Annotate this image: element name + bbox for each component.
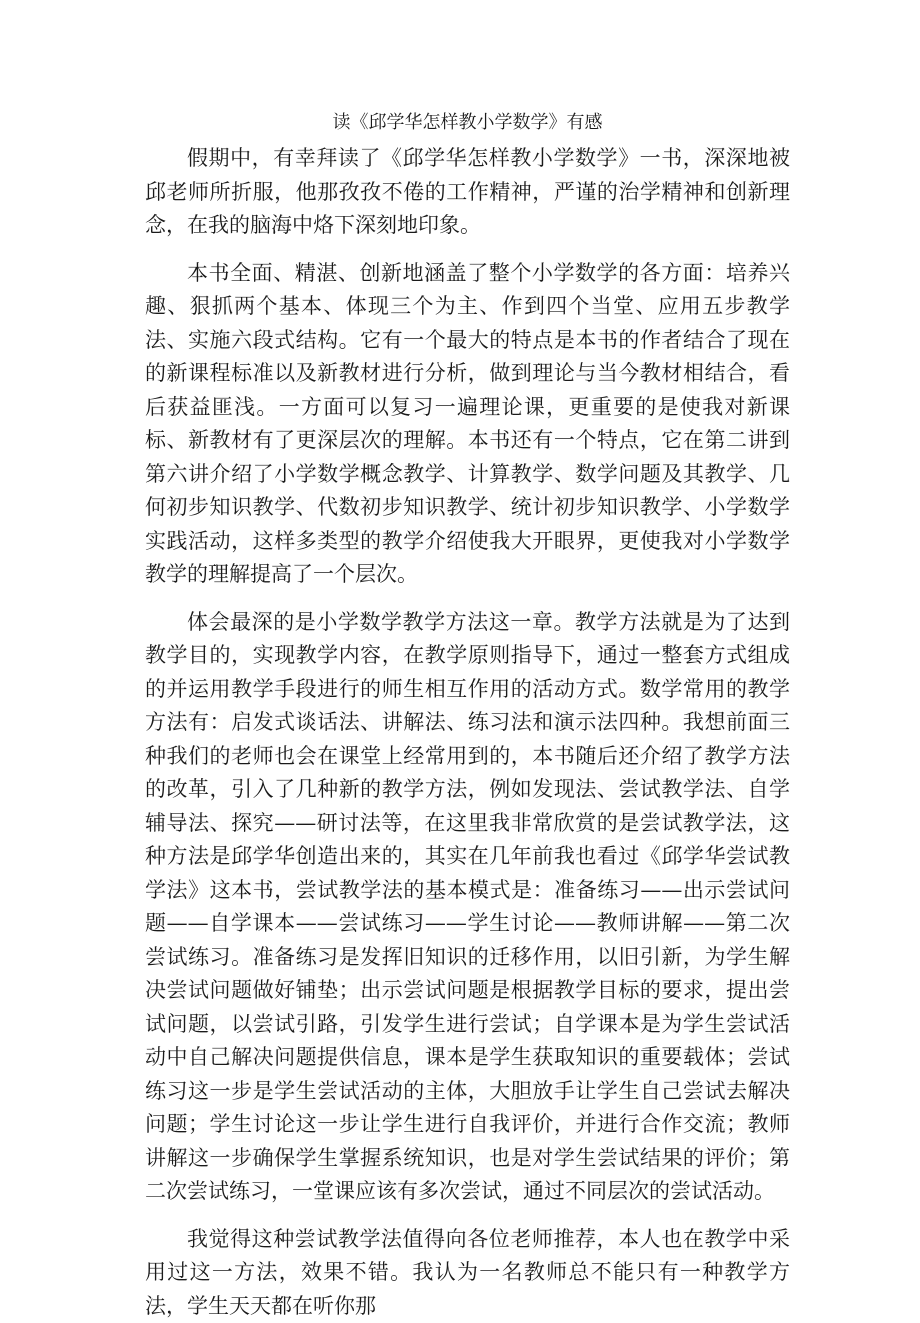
document-title: 读《邱学华怎样教小学数学》有感 <box>145 108 790 138</box>
paragraph-3: 体会最深的是小学数学教学方法这一章。教学方法就是为了达到教学目的，实现教学内容，在教学原则指导下，通过一整套方式组成的并运用教学手段进行的师生相互作用的活动方式。数学常用的教学方法有：启发式谈话法、讲解法、练习法和演示法四种。我想前面三种我们的老师也会在课堂上经常用到的，本书随后还介绍了教学方法的改革，引入了几种新的教学方法，例如发现法、尝试教学法、自学辅导法、探究——研讨法等，在这里我非常欣赏的是尝试教学法，这种方法是邱学华创造出来的，其实在几年前我也看过《邱学华尝试教学法》这本书，尝试教学法的基本模式是：准备练习——出示尝试问题——自学课本——尝试练习——学生讨论——教师讲解——第二次尝试练习。准备练习是发挥旧知识的迁移作用，以旧引新，为学生解决尝试问题做好铺垫；出示尝试问题是根据教学目标的要求，提出尝试问题，以尝试引路，引发学生进行尝试；自学课本是为学生尝试活动中自己解决问题提供信息，课本是学生获取知识的重要载体；尝试练习这一步是学生尝试活动的主体，大胆放手让学生自己尝试去解决问题；学生讨论这一步让学生进行自我评价，并进行合作交流；教师讲解这一步确保学生掌握系统知识，也是对学生尝试结果的评价；第二次尝试练习，一堂课应该有多次尝试，通过不同层次的尝试活动。 <box>145 606 790 1209</box>
paragraph-2: 本书全面、精湛、创新地涵盖了整个小学数学的各方面：培养兴趣、狠抓两个基本、体现三个为主、作到四个当堂、应用五步教学法、实施六段式结构。它有一个最大的特点是本书的作者结合了现在的新课程标准以及新教材进行分析，做到理论与当今教材相结合，看后获益匪浅。一方面可以复习一遍理论课，更重要的是使我对新课标、新教材有了更深层次的理解。本书还有一个特点，它在第二讲到第六讲介绍了小学数学概念教学、计算教学、数学问题及其教学、几何初步知识教学、代数初步知识教学、统计初步知识教学、小学数学实践活动，这样多类型的教学介绍使我大开眼界，更使我对小学数学教学的理解提高了一个层次。 <box>145 257 790 592</box>
paragraph-4: 我觉得这种尝试教学法值得向各位老师推荐，本人也在教学中采用过这一方法，效果不错。我认为一名教师总不能只有一种教学方法，学生天天都在听你那 <box>145 1223 790 1323</box>
paragraph-1: 假期中，有幸拜读了《邱学华怎样教小学数学》一书，深深地被邱老师所折服，他那孜孜不倦的工作精神，严谨的治学精神和创新理念，在我的脑海中烙下深刻地印象。 <box>145 142 790 243</box>
document-page <box>145 108 790 1323</box>
